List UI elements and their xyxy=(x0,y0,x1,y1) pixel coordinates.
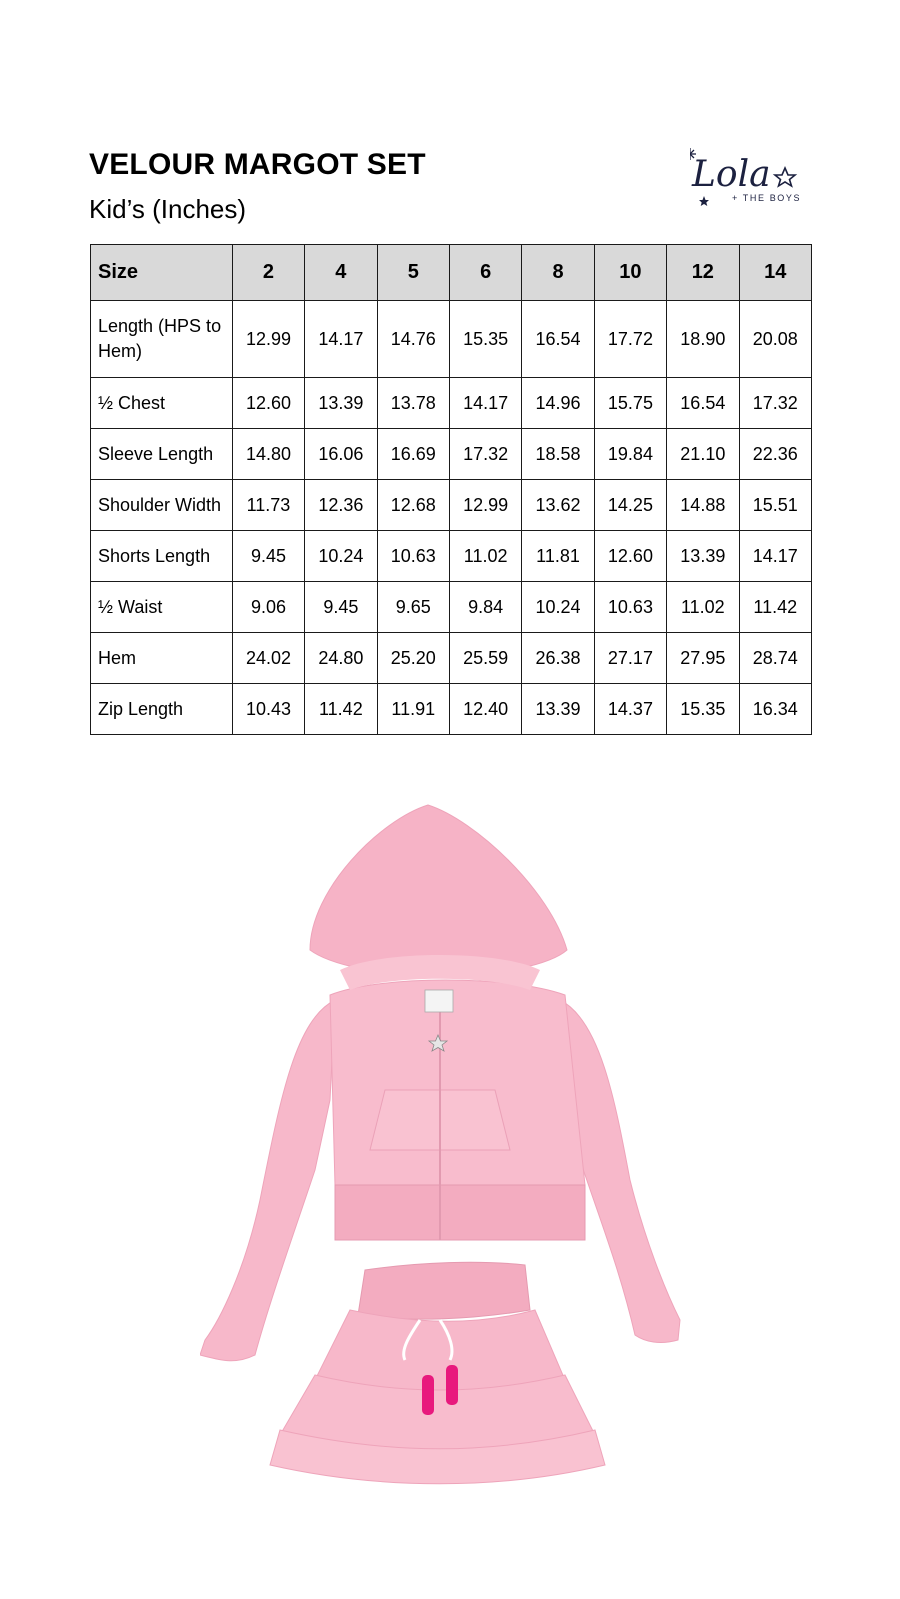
logo-script: Lola xyxy=(692,154,771,195)
size-header-label: Size xyxy=(91,245,233,301)
cell-value: 12.36 xyxy=(305,480,377,531)
cell-value: 16.69 xyxy=(377,429,449,480)
row-label: ½ Waist xyxy=(91,582,233,633)
table-row xyxy=(91,429,812,480)
cell-value: 14.37 xyxy=(594,684,666,735)
cell-value: 9.06 xyxy=(232,582,304,633)
cell-value: 18.90 xyxy=(667,301,739,378)
cell-value: 28.74 xyxy=(739,633,811,684)
size-column-header: 14 xyxy=(739,245,811,301)
size-column-header: 4 xyxy=(305,245,377,301)
row-label: Sleeve Length xyxy=(91,429,233,480)
size-chart-table xyxy=(90,244,812,735)
cell-value: 15.35 xyxy=(667,684,739,735)
cell-value: 11.73 xyxy=(232,480,304,531)
cell-value: 14.17 xyxy=(449,378,521,429)
cell-value: 16.34 xyxy=(739,684,811,735)
hoodie-left-sleeve xyxy=(200,1000,335,1361)
table-row xyxy=(91,633,812,684)
row-label: Length (HPS to Hem) xyxy=(91,301,233,378)
cell-value: 10.24 xyxy=(522,582,594,633)
cell-value: 26.38 xyxy=(522,633,594,684)
size-column-header: 8 xyxy=(522,245,594,301)
row-label: Hem xyxy=(91,633,233,684)
cell-value: 12.40 xyxy=(449,684,521,735)
cell-value: 9.84 xyxy=(449,582,521,633)
cell-value: 21.10 xyxy=(667,429,739,480)
cell-value: 15.51 xyxy=(739,480,811,531)
cell-value: 13.39 xyxy=(522,684,594,735)
size-column-header: 5 xyxy=(377,245,449,301)
table-row xyxy=(91,531,812,582)
cell-value: 24.02 xyxy=(232,633,304,684)
cell-value: 18.58 xyxy=(522,429,594,480)
size-header-row xyxy=(91,245,812,301)
cell-value: 14.88 xyxy=(667,480,739,531)
cell-value: 15.75 xyxy=(594,378,666,429)
cell-value: 12.60 xyxy=(232,378,304,429)
cell-value: 12.99 xyxy=(449,480,521,531)
cell-value: 27.17 xyxy=(594,633,666,684)
cell-value: 27.95 xyxy=(667,633,739,684)
cell-value: 16.54 xyxy=(522,301,594,378)
table-row xyxy=(91,684,812,735)
bead-string-right xyxy=(446,1365,458,1405)
label-tag xyxy=(425,990,453,1012)
row-label: Zip Length xyxy=(91,684,233,735)
cell-value: 11.02 xyxy=(667,582,739,633)
table-row xyxy=(91,582,812,633)
cell-value: 11.81 xyxy=(522,531,594,582)
cell-value: 13.39 xyxy=(305,378,377,429)
cell-value: 9.65 xyxy=(377,582,449,633)
row-label: ½ Chest xyxy=(91,378,233,429)
size-column-header: 6 xyxy=(449,245,521,301)
cell-value: 11.42 xyxy=(305,684,377,735)
cell-value: 14.76 xyxy=(377,301,449,378)
star-outline-icon xyxy=(775,168,795,186)
cell-value: 9.45 xyxy=(305,582,377,633)
size-column-header: 2 xyxy=(232,245,304,301)
row-label: Shoulder Width xyxy=(91,480,233,531)
cell-value: 22.36 xyxy=(739,429,811,480)
star-filled-icon xyxy=(699,196,709,206)
cell-value: 24.80 xyxy=(305,633,377,684)
cell-value: 11.02 xyxy=(449,531,521,582)
bead-string-left xyxy=(422,1375,434,1415)
cell-value: 15.35 xyxy=(449,301,521,378)
hoodie-body xyxy=(330,980,585,1185)
cell-value: 10.63 xyxy=(594,582,666,633)
cell-value: 10.43 xyxy=(232,684,304,735)
row-label: Shorts Length xyxy=(91,531,233,582)
cell-value: 19.84 xyxy=(594,429,666,480)
cell-value: 16.54 xyxy=(667,378,739,429)
table-row xyxy=(91,378,812,429)
cell-value: 11.91 xyxy=(377,684,449,735)
cell-value: 20.08 xyxy=(739,301,811,378)
cell-value: 14.17 xyxy=(305,301,377,378)
cell-value: 14.96 xyxy=(522,378,594,429)
cell-value: 13.78 xyxy=(377,378,449,429)
cell-value: 11.42 xyxy=(739,582,811,633)
hoodie-hood xyxy=(310,805,567,978)
cell-value: 12.68 xyxy=(377,480,449,531)
product-image xyxy=(200,800,700,1520)
logo-tag: + THE BOYS xyxy=(732,193,802,203)
size-column-header: 10 xyxy=(594,245,666,301)
document-subtitle: Kid’s (Inches) xyxy=(89,194,247,224)
table-row xyxy=(91,301,812,378)
cell-value: 25.59 xyxy=(449,633,521,684)
cell-value: 17.32 xyxy=(739,378,811,429)
size-column-header: 12 xyxy=(667,245,739,301)
cell-value: 10.24 xyxy=(305,531,377,582)
cell-value: 14.17 xyxy=(739,531,811,582)
cell-value: 16.06 xyxy=(305,429,377,480)
brand-logo xyxy=(690,140,815,220)
cell-value: 25.20 xyxy=(377,633,449,684)
cell-value: 13.62 xyxy=(522,480,594,531)
cell-value: 9.45 xyxy=(232,531,304,582)
skirt-waistband xyxy=(358,1262,530,1319)
cell-value: 12.60 xyxy=(594,531,666,582)
cell-value: 13.39 xyxy=(667,531,739,582)
document-title: VELOUR MARGOT SET xyxy=(89,148,426,181)
cell-value: 14.25 xyxy=(594,480,666,531)
cell-value: 10.63 xyxy=(377,531,449,582)
cell-value: 17.72 xyxy=(594,301,666,378)
cell-value: 14.80 xyxy=(232,429,304,480)
cell-value: 17.32 xyxy=(449,429,521,480)
hoodie-waistband xyxy=(335,1185,585,1240)
table-row xyxy=(91,480,812,531)
cell-value: 12.99 xyxy=(232,301,304,378)
